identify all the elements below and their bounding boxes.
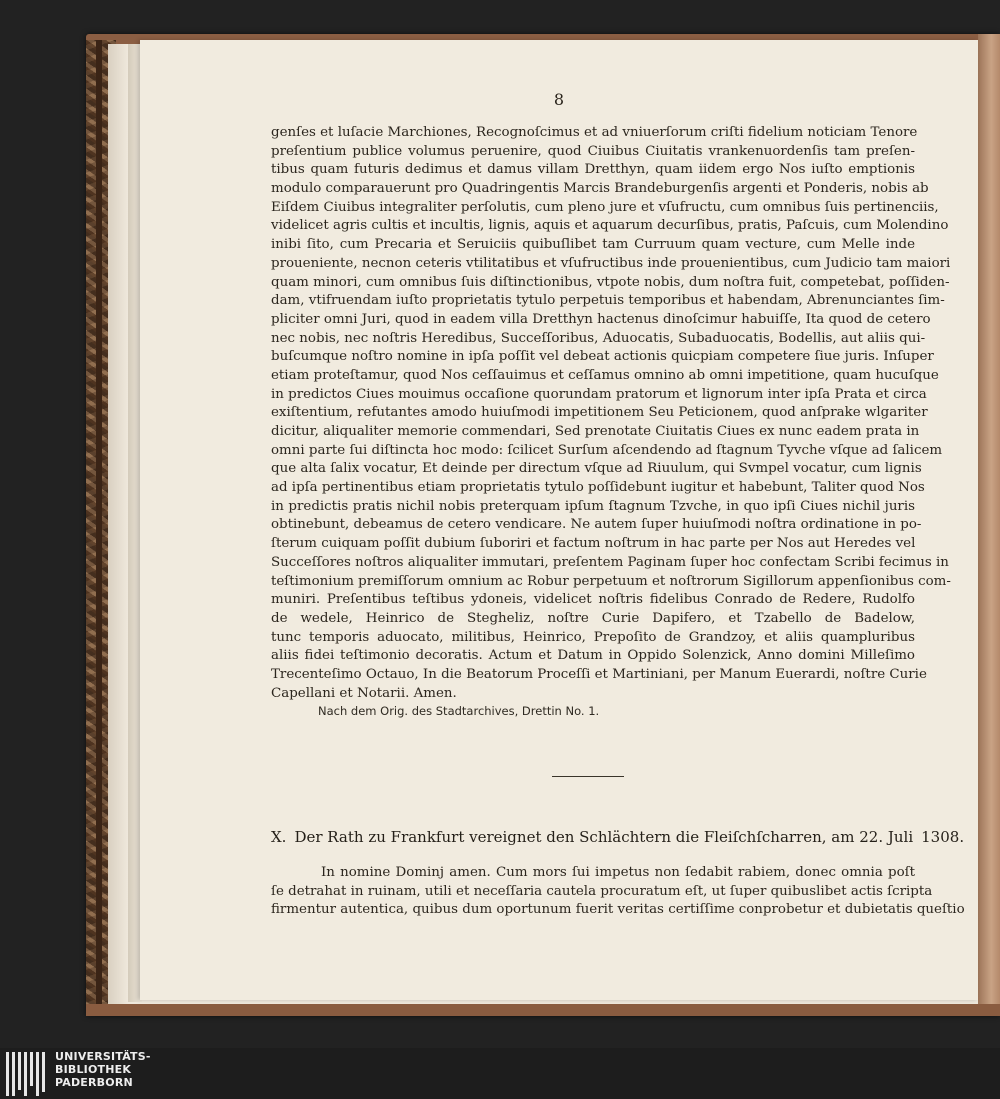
text-line: Trecenteſimo Octauo, In die Beatorum Proceſſi et Martiniani, per Manum Euerardi, noſtre Curie — [271, 666, 927, 682]
text-line: ad ipſa pertinentibus etiam proprietatis tytulo poſſidebunt iugitur et habebunt, Taliter quod Nos — [271, 480, 925, 496]
library-name-line: UNIVERSITÄTS- — [55, 1050, 151, 1063]
section-year: 1308. — [921, 828, 965, 846]
text-line: inibi ſito, cum Precaria et Seruiciis quibuſlibet tam Curruum quam vecture, cum Melle inde — [271, 237, 915, 253]
text-line: pliciter omni Juri, quod in eadem villa Dretthyn hactenus dinoſcimur habuiſſe, Ita quod de cetero — [271, 311, 931, 327]
text-line: dam, vtifruendam iuſto proprietatis tytulo perpetuis temporibus et habendam, Abrenunciantes ſim- — [271, 293, 945, 309]
charter-text — [271, 124, 951, 703]
text-line: in predictos Ciues mouimus occaſione quorundam pratorum et lignorum inter ipſa Prata et circa — [271, 386, 927, 402]
library-name — [55, 1050, 151, 1089]
book-page — [140, 40, 978, 1000]
library-logo-icon — [6, 1052, 48, 1096]
text-line: modulo comparauerunt pro Quadringentis Marcis Brandeburgenſis argenti et Ponderis, nobis ab — [271, 181, 929, 197]
text-line: etiam proteſtamur, quod Nos ceſſauimus et ceſſamus omnino ab omni impetitione, quam hucuſque — [271, 367, 939, 383]
text-line: preſentium publice volumus peruenire, quod Ciuibus Ciuitatis vrankenuordenſis tam preſen- — [271, 143, 915, 159]
section-text — [271, 864, 965, 920]
text-line: omni parte ſui diſtincta hoc modo: ſcilicet Surſum aſcendendo ad ſtagnum Tyvche vſque ad ſalicem — [271, 442, 943, 458]
text-line: in predictis pratis nichil nobis preterquam ipſum ſtagnum Tzvche, in quo ipſi Ciues nichil juris — [271, 498, 915, 514]
text-line: genſes et luſacie Marchiones, Recognoſcimus et ad vniuerſorum criſti fidelium noticiam Tenore — [271, 125, 918, 140]
cover-bottom-edge — [86, 1004, 1000, 1016]
section-heading — [271, 828, 965, 846]
text-line: quam minori, cum omnibus ſuis diſtinctionibus, vtpote nobis, dum noſtra fuit, competebat, poſſiden- — [271, 274, 950, 290]
text-line: firmentur autentica, quibus dum oportunum fuerit veritas certiſſime conprobetur et dubietatis queſtio — [271, 902, 965, 918]
text-line: Succeſſores noſtros aliqualiter immutari, preſentem Paginam ſuper hoc confectam Scribi fecimus in — [271, 554, 949, 570]
text-line: tunc temporis aduocato, militibus, Heinrico, Prepoſito de Grandzoy, et aliis quampluribus — [271, 629, 915, 645]
text-line: obtinebunt, debeamus de cetero vendicare. Ne autem ſuper huiuſmodi noſtra ordinatione in po- — [271, 517, 922, 533]
text-line: exiſtentium, refutantes amodo huiuſmodi impetitionem Seu Peticionem, quod anſprake wlgariter — [271, 405, 928, 421]
text-line: nec nobis, nec noſtris Heredibus, Succeſſoribus, Aduocatis, Subaduocatis, Bodellis, aut aliis qui- — [271, 330, 926, 346]
section-number: X. — [271, 828, 287, 846]
spine-edge — [96, 40, 102, 1008]
library-name-line: BIBLIOTHEK — [55, 1063, 132, 1076]
library-name-line: PADERBORN — [55, 1076, 133, 1089]
section-divider — [552, 776, 624, 777]
section-title: Der Rath zu Frankfurt vereignet den Schlächtern die Fleiſchſcharren, am 22. Juli — [294, 828, 914, 846]
text-line: Eiſdem Ciuibus integraliter perſolutis, cum pleno jure et vſufructu, cum omnibus ſuis pertinenciis, — [271, 199, 939, 215]
text-line: teſtimonium premiſſorum omnium ac Robur perpetuum et noſtrorum Sigillorum appenſionibus com- — [271, 573, 951, 589]
text-line: ſe detrahat in ruinam, utili et neceſſaria cautela procuratum eſt, ut ſuper quibuslibet actis ſcripta — [271, 883, 933, 899]
text-line: Capellani et Notarii. Amen. — [271, 685, 457, 701]
text-line: videlicet agris cultis et incultis, lignis, aquis et aquarum decurſibus, pratis, Paſcuis, cum Molendino — [271, 218, 949, 234]
text-line: dicitur, aliqualiter memorie commendari, Sed prenotate Ciuitatis Ciues ex nunc eadem prata in — [271, 424, 920, 439]
page-number: 8 — [553, 90, 565, 109]
text-line: proueniente, necnon ceteris vtilitatibus et vſufructibus inde prouenientibus, cum Judicio tam maiori — [271, 255, 951, 271]
library-footer — [0, 1048, 1000, 1099]
text-line: aliis fidei teſtimonio decoratis. Actum et Datum in Oppido Solenzick, Anno domini Milleſimo — [271, 648, 915, 664]
text-line: buſcumque noſtro nomine in ipſa poſſit vel debeat actionis quicpiam competere ſiue juris. Inſuper — [271, 349, 934, 365]
text-line: ſterum cuiquam poſſit dubium ſuboriri et factum noſtrum in hac parte per Nos aut Heredes vel — [271, 536, 916, 552]
text-line: de wedele, Heinrico de Stegheliz, noſtre Curie Dapifero, et Tzabello de Badelow, — [271, 610, 915, 626]
text-line: In nomine Dominj amen. Cum mors ſui impetus non ſedabit rabiem, donec omnia poſt — [321, 865, 915, 880]
text-line: muniri. Preſentibus teſtibus ydoneis, videlicet noſtris fidelibus Conrado de Redere, Rudolfo — [271, 592, 915, 608]
text-line: tibus quam futuris dedimus et damus villam Dretthyn, quam iidem ergo Nos iuſto emptionis — [271, 162, 915, 178]
cover-right-edge — [978, 34, 1000, 1014]
text-line: que alta ſalix vocatur, Et deinde per directum vſque ad Riuulum, qui Svmpel vocatur, cum lignis — [271, 461, 922, 477]
source-note: Nach dem Orig. des Stadtarchives, Drettin No. 1. — [318, 704, 600, 718]
